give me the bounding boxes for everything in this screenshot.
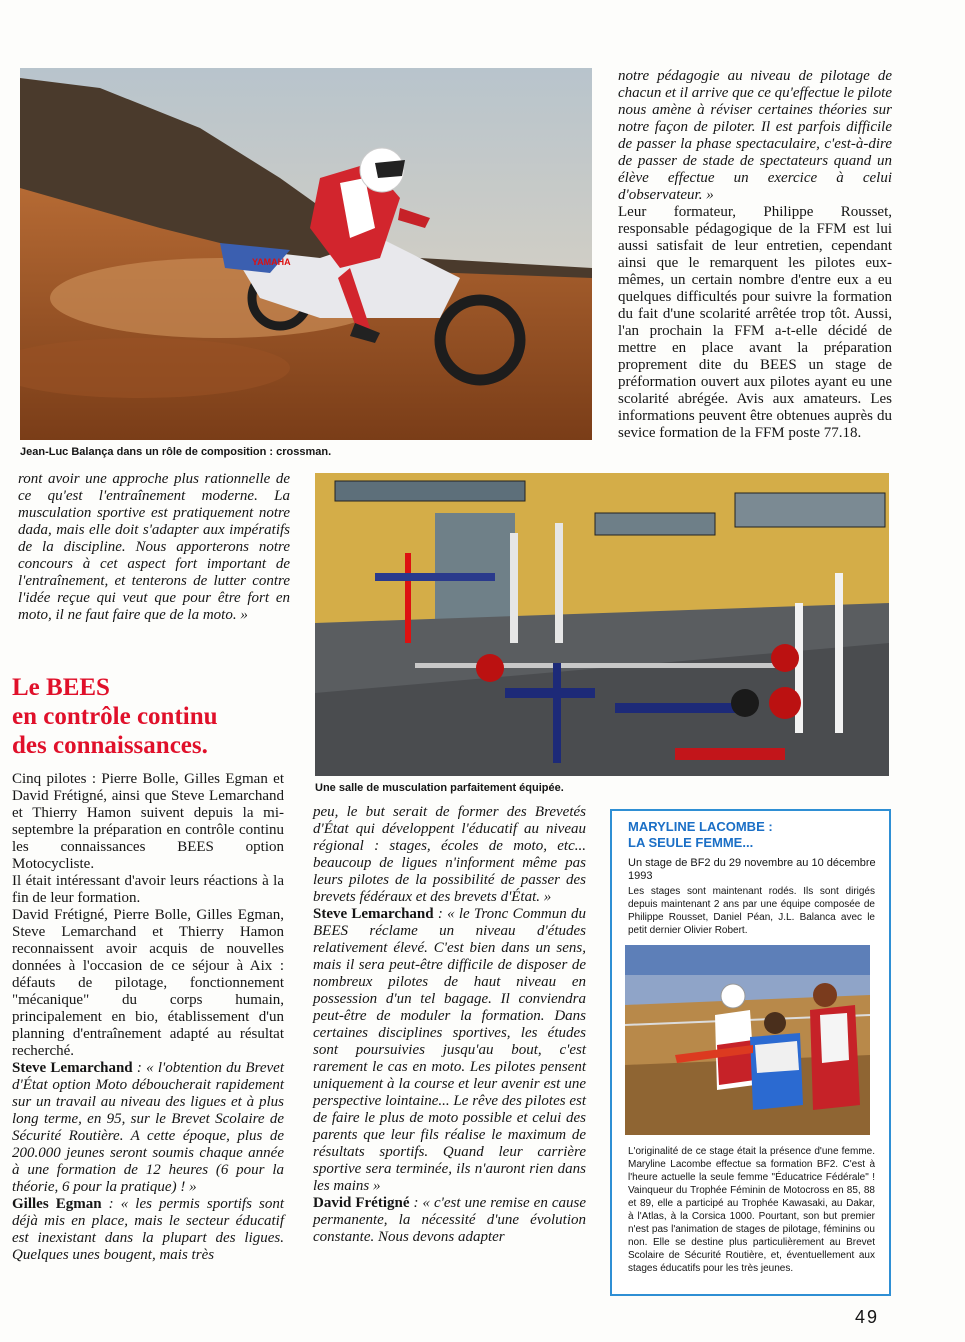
left-bottom-quote-2: [12, 1196, 284, 1264]
sidebar-title-line-2: LA SEULE FEMME...: [628, 835, 754, 850]
left-bottom-p3: David Frétigné, Pierre Bolle, Gilles Egman, Steve Lemarchand et Thierry Hamon reconnaissent avoir acquis de nouvelles données à l'occasion de ce séjour à Aix : défauts de pilotage, fonctionnement "mécanique" du corps humain, principalement en bio, établissement d'un planning d'entraînement adapté au résultat recherché.: [12, 907, 284, 1059]
mid-bottom-italic: peu, le but serait de former des Brevetés d'État qui développent l'éducatif au niveau régional : stages, écoles de moto, etc... beaucoup de ligues n'informent même pas leurs pilotes de la possibilité de passer des brevets fédéraux et des brevets d'État. »: [313, 804, 586, 905]
sidebar-paragraph-2: L'originalité de ce stage était la présence d'une femme. Maryline Lacombe effectue sa formation BF2. C'est à l'heure actuelle la seule femme "Éducatrice Fédérale" ! Vainqueur du Trophée Féminin de Motocross en 85, 88 et 89, elle a participé au Trophée Kawasaki, au Dakar, à l'Atlas, à la Corsica 1000. Pourtant, son but premier n'est pas l'animation de stages de pilotage, féminins ou non. Elle se destine plus particulièrement au Brevet Scolaire de Sécurité Routière, et, éventuellement aux stages éducatifs pour les très jeunes.: [628, 1146, 875, 1274]
left-bottom-quote-1: [12, 1060, 284, 1196]
heading-line-1: Le BEES: [12, 674, 110, 701]
sidebar-box: [610, 809, 891, 1296]
left-bottom-p1: Cinq pilotes : Pierre Bolle, Gilles Egman et David Frétigné, ainsi que Steve Lemarchand et Thierry Hamon suivent depuis la mi-septembre la préparation en contrôle continu les connaissances BEES option Motocycliste.: [12, 771, 284, 872]
sidebar-subtitle: Un stage de BF2 du 29 novembre au 10 décembre 1993: [628, 857, 876, 882]
quote-text: : « les permis sportifs sont déjà mis en place, mais le secteur éducatif est inexistant dans la plupart des ligues. Quelques unes bougent, mais très: [12, 1196, 284, 1263]
maryline-photo: [625, 945, 870, 1135]
speaker-name: Gilles Egman: [12, 1196, 102, 1212]
photo2-caption: Une salle de musculation parfaitement équipée.: [315, 782, 564, 794]
left-bottom-p2: Il était intéressant d'avoir leurs réactions à la fin de leur formation.: [12, 873, 284, 906]
left-mid-column: ront avoir une approche plus rationnelle de ce qu'est l'entraînement moderne. La musculation sportive est pratiquement notre dada, mais elle doit s'adapter aux impératifs de la discipline. Nous apporterons notre concours à cet aspect fort important de l'entraînement, et tenterons de lutter contre l'idée reçue qui veut que pour être fort en moto, il ne faut faire que de la moto. »: [18, 471, 290, 623]
quote-text: : « le Tronc Commun du BEES réclame un niveau d'études relativement élevé. C'est bien dans un sens, mais il sera peut-être difficile de disposer de nombreux pilotes de haut niveau en possession d'un tel bagage. Il conviendra peut-être de moduler la formation. Dans certaines disciplines sportives, les études sont poursuivies jusqu'au bout, c'est rarement le cas en moto. Les pilotes pensent uniquement à la course et leur avenir est une perspective lointaine... Le rêve des pilotes est de faire le plus de moto possible et celui des parents que leur fils réalise le maximum de résultats sportifs. Quand leur carrière sportive sera terminée, ils n'auront rien dans les mains »: [313, 906, 586, 1194]
page-number: 49: [855, 1307, 880, 1327]
sidebar-title: [628, 819, 878, 851]
crossman-photo: [20, 68, 592, 440]
quote-text: : « c'est une remise en cause permanente, la nécessité d'une évolution constante. Nous devons adapter: [313, 1195, 586, 1245]
heading-line-2: en contrôle continu: [12, 703, 218, 730]
section-heading: [12, 673, 302, 760]
sidebar-paragraph-1: Les stages sont maintenant rodés. Ils sont dirigés depuis maintenant 2 ans par une équipe composée de Philippe Rousset, Daniel Péan, J.L. Balanca avec le petit dernier Olivier Robert.: [628, 886, 875, 936]
photo1-caption: Jean-Luc Balança dans un rôle de composition : crossman.: [20, 446, 332, 458]
speaker-name: David Frétigné: [313, 1195, 410, 1211]
mid-bottom-quote-2: [313, 1195, 586, 1246]
heading-line-3: des connaissances.: [12, 732, 208, 759]
sidebar-title-line-1: MARYLINE LACOMBE :: [628, 819, 773, 834]
bike-brand-label: YAMAHA: [252, 257, 291, 267]
mid-bottom-column: [313, 804, 586, 1246]
speaker-name: Steve Lemarchand: [313, 906, 434, 922]
quote-text: : « l'obtention du Brevet d'État option Moto déboucherait rapidement sur un travail au niveau des ligues et à plus long terme, en 95, sur le Brevet Scolaire de Sécurité Routière. A cette époque, plus de 200.000 jeunes seront soumis chaque année à une formation de 12 heures (6 pour la théorie, 6 pour la pratique) ! »: [12, 1060, 284, 1195]
mid-bottom-quote-1: [313, 906, 586, 1195]
right-top-italic: notre pédagogie au niveau de pilotage de chacun et il arrive que ce qu'effectue le pilote nous amène à réviser certaines théories sur notre façon de piloter. Il est parfois difficile de passer la phase spectaculaire, c'est-à-dire de passer de stade de spectateurs quand un élève effectue un exercice à celui d'observateur. »: [618, 68, 892, 203]
right-top-column: [618, 68, 892, 442]
right-top-normal: Leur formateur, Philippe Rousset, responsable pédagogique de la FFM est lui aussi satisfait de leur entretien, cependant ainsi que le remarquent les pilotes eux-mêmes, un certain nombre d'entre eux a eu quelques difficultés pour suivre la formation du fait d'une scolarité arrêtée trop tôt. Aussi, l'an prochain la FFM a-t-elle décidé de mettre en place avant la préparation proprement dite du BEES un stage de préformation ouvert aux pilotes ayant eu une scolarité abrégée. Avis aux amateurs. Les informations peuvent être obtenues auprès du sevice formation de la FFM poste 77.18.: [618, 204, 892, 441]
speaker-name: Steve Lemarchand: [12, 1060, 133, 1076]
gym-photo: [315, 473, 889, 776]
left-bottom-column: [12, 771, 284, 1264]
